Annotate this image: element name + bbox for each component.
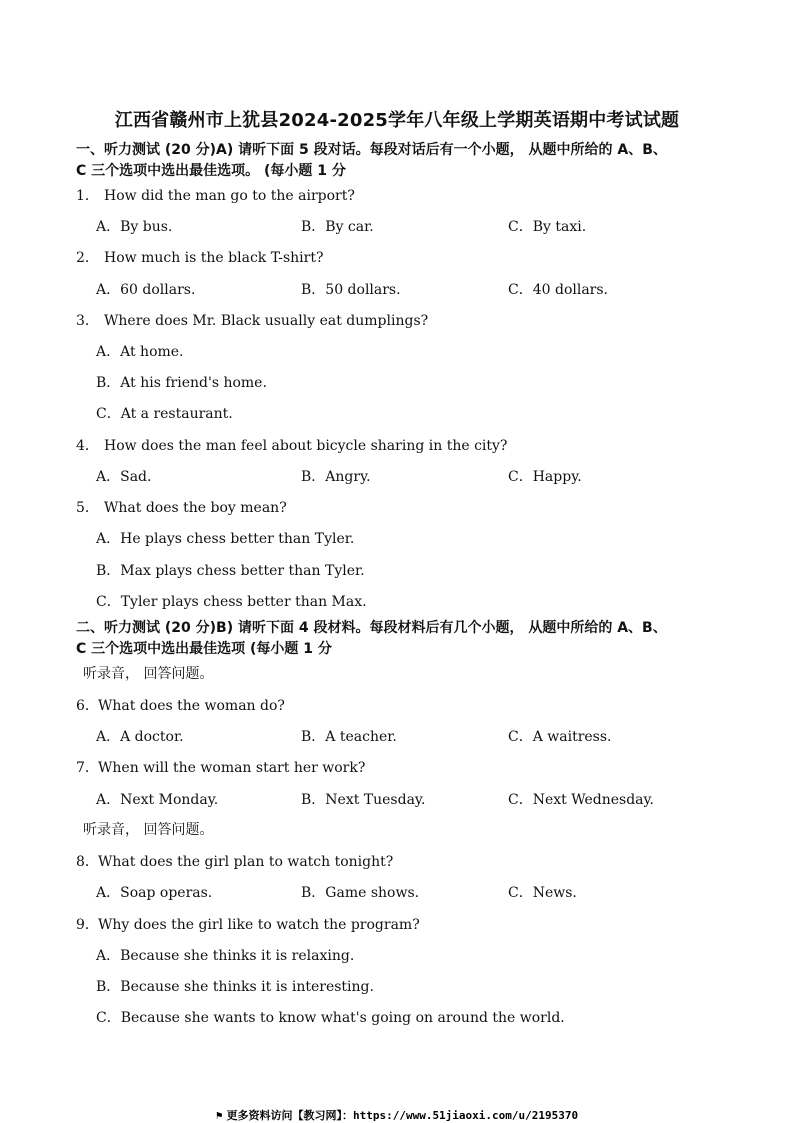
- question-2: [76, 249, 324, 267]
- section-heading-line: C 三个选项中选出最佳选项。 (每小题 1 分: [76, 163, 346, 179]
- flag-icon: ⚑: [215, 1109, 223, 1122]
- option-b[interactable]: B．Max plays chess better than Tyler.: [96, 563, 365, 579]
- question-number: 1．: [76, 188, 99, 204]
- listening-note: 听录音， 回答问题。: [83, 666, 214, 682]
- question-number: 5．: [76, 500, 99, 516]
- option-c[interactable]: C．Happy.: [508, 469, 582, 485]
- question-text: How does the man feel about bicycle sharing in the city?: [104, 438, 508, 454]
- section-heading-1: [76, 140, 667, 182]
- option-a[interactable]: A．Next Monday.: [96, 792, 219, 808]
- option-c[interactable]: C．Tyler plays chess better than Max.: [96, 594, 367, 610]
- question-7: [76, 759, 365, 777]
- question-9: [76, 916, 420, 934]
- question-number: 4．: [76, 438, 99, 454]
- question-text: How much is the black T-shirt?: [104, 250, 324, 266]
- option-b[interactable]: B．50 dollars.: [301, 282, 401, 298]
- option-b[interactable]: B．By car.: [301, 219, 374, 235]
- option-c[interactable]: C．By taxi.: [508, 219, 587, 235]
- option-b[interactable]: B．Angry.: [301, 469, 371, 485]
- option-b[interactable]: B．Because she thinks it is interesting.: [96, 979, 374, 995]
- question-number: 9．: [76, 917, 99, 933]
- question-text: When will the woman start her work?: [98, 760, 366, 776]
- footer-text: 更多资料访问【教习网】：https://www.51jiaoxi.com/u/2195370: [226, 1109, 579, 1122]
- footer-link[interactable]: [0, 1107, 794, 1123]
- question-text: What does the boy mean?: [104, 500, 287, 516]
- option-b[interactable]: B．Next Tuesday.: [301, 792, 426, 808]
- option-c[interactable]: C．Because she wants to know what's going on around the world.: [96, 1010, 565, 1026]
- question-3: [76, 312, 428, 330]
- question-6: [76, 697, 285, 715]
- question-number: 7．: [76, 760, 99, 776]
- option-a[interactable]: A．60 dollars.: [96, 282, 196, 298]
- question-5: [76, 499, 287, 517]
- option-c[interactable]: C．40 dollars.: [508, 282, 608, 298]
- section-heading-line: 一、听力测试 (20 分)A) 请听下面 5 段对话。每段对话后有一个小题， 从题中所给的 A、B、: [76, 142, 667, 158]
- option-c[interactable]: C．News.: [508, 885, 577, 901]
- option-c[interactable]: C．At a restaurant.: [96, 406, 233, 422]
- option-c[interactable]: C．A waitress.: [508, 729, 612, 745]
- question-number: 6．: [76, 698, 99, 714]
- question-number: 3．: [76, 313, 99, 329]
- question-text: What does the woman do?: [98, 698, 285, 714]
- question-number: 8．: [76, 854, 99, 870]
- section-heading-line: C 三个选项中选出最佳选项 (每小题 1 分: [76, 641, 332, 657]
- option-a[interactable]: A．He plays chess better than Tyler.: [96, 531, 355, 547]
- question-text: How did the man go to the airport?: [104, 188, 355, 204]
- section-heading-2: [76, 618, 667, 660]
- option-a[interactable]: A．Because she thinks it is relaxing.: [96, 948, 355, 964]
- question-number: 2．: [76, 250, 99, 266]
- question-text: Why does the girl like to watch the program?: [98, 917, 420, 933]
- option-a[interactable]: A．At home.: [96, 344, 184, 360]
- question-1: [76, 187, 355, 205]
- option-b[interactable]: B．Game shows.: [301, 885, 420, 901]
- section-heading-line: 二、听力测试 (20 分)B) 请听下面 4 段材料。每段材料后有几个小题， 从题中所给的 A、B、: [76, 620, 667, 636]
- question-8: [76, 853, 393, 871]
- option-a[interactable]: A．By bus.: [96, 219, 173, 235]
- option-c[interactable]: C．Next Wednesday.: [508, 792, 655, 808]
- option-b[interactable]: B．At his friend's home.: [96, 375, 267, 391]
- listening-note: 听录音， 回答问题。: [83, 822, 214, 838]
- option-a[interactable]: A．Sad.: [96, 469, 152, 485]
- option-b[interactable]: B．A teacher.: [301, 729, 397, 745]
- page-title: 江西省赣州市上犹县2024-2025学年八年级上学期英语期中考试试题: [114, 110, 680, 131]
- option-a[interactable]: A．Soap operas.: [96, 885, 213, 901]
- question-text: What does the girl plan to watch tonight?: [98, 854, 394, 870]
- question-text: Where does Mr. Black usually eat dumplings?: [104, 313, 429, 329]
- option-a[interactable]: A．A doctor.: [96, 729, 184, 745]
- question-4: [76, 437, 507, 455]
